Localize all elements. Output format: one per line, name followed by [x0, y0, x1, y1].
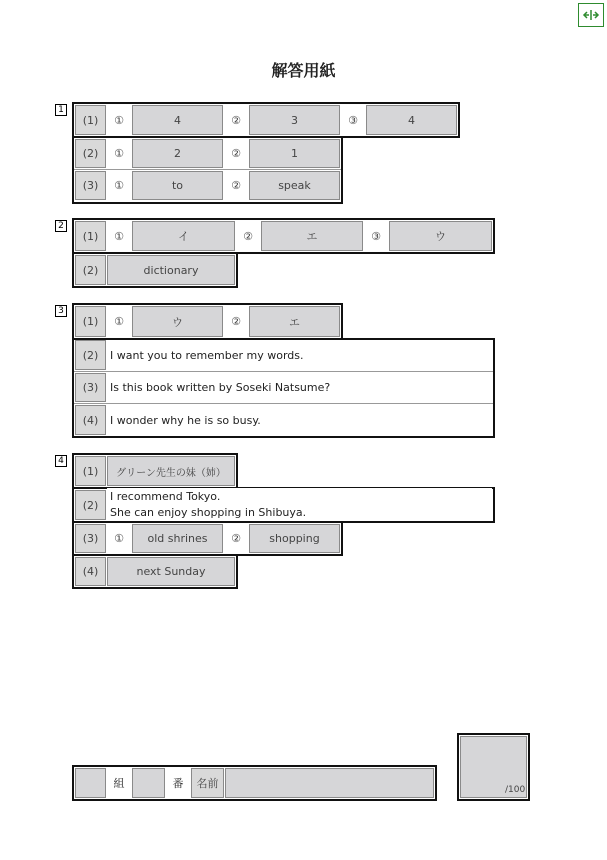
- q3-4-label: (4): [75, 405, 106, 435]
- kumi-label: 組: [107, 768, 131, 798]
- q2-2-answer[interactable]: dictionary: [107, 255, 235, 285]
- q3-1-label: (1): [75, 306, 106, 337]
- q1-3-mark2: ②: [224, 171, 248, 200]
- q4-2-answer[interactable]: [107, 488, 492, 521]
- q4-2-label: (2): [75, 490, 106, 520]
- q3-3-answer[interactable]: Is this book written by Soseki Natsume?: [107, 373, 492, 402]
- q4-1-label: (1): [75, 456, 106, 486]
- q4-3-answer2[interactable]: shopping: [249, 524, 340, 553]
- q2-1-answer2[interactable]: エ: [261, 221, 363, 251]
- q4-3-mark2: ②: [224, 524, 248, 553]
- q4-3-mark1: ①: [107, 524, 131, 553]
- page-title: 解答用紙: [271, 61, 336, 80]
- q3-2-label: (2): [75, 340, 106, 370]
- q2-1-answer3[interactable]: ウ: [389, 221, 492, 251]
- q1-1-label: (1): [75, 105, 106, 135]
- q4-2-answer-line2: She can enjoy shopping in Shibuya.: [110, 506, 307, 519]
- q3-1-mark1: ①: [107, 306, 131, 337]
- q2-2-label: (2): [75, 255, 106, 285]
- q2-1-mark2: ②: [236, 221, 260, 251]
- question-number-4: 4: [55, 455, 67, 467]
- class-number-box[interactable]: [75, 768, 106, 798]
- expand-width-button[interactable]: [578, 3, 604, 27]
- q2-1-mark1: ①: [107, 221, 131, 251]
- q2-1-answer1[interactable]: イ: [132, 221, 235, 251]
- q1-1-answer1[interactable]: 4: [132, 105, 223, 135]
- q3-2-answer[interactable]: I want you to remember my words.: [107, 340, 492, 370]
- expand-arrows-icon: [582, 9, 600, 21]
- q1-3-label: (3): [75, 171, 106, 200]
- q4-4-answer[interactable]: next Sunday: [107, 557, 235, 586]
- q3-3-label: (3): [75, 373, 106, 402]
- q1-3-answer2[interactable]: speak: [249, 171, 340, 200]
- student-number-box[interactable]: [132, 768, 165, 798]
- q4-3-label: (3): [75, 524, 106, 553]
- q4-4-label: (4): [75, 557, 106, 586]
- ban-label: 番: [166, 768, 190, 798]
- q4-1-answer[interactable]: グリーン先生の妹（姉）: [107, 456, 235, 486]
- q1-1-mark2: ②: [224, 105, 248, 135]
- name-input[interactable]: [225, 768, 434, 798]
- q1-2-mark2: ②: [224, 139, 248, 168]
- q1-1-mark3: ③: [341, 105, 365, 135]
- q1-2-answer2[interactable]: 1: [249, 139, 340, 168]
- q3-1-answer1[interactable]: ウ: [132, 306, 223, 337]
- q1-3-mark1: ①: [107, 171, 131, 200]
- q1-3-answer1[interactable]: to: [132, 171, 223, 200]
- q3-1-mark2: ②: [224, 306, 248, 337]
- q3-4-answer[interactable]: I wonder why he is so busy.: [107, 405, 492, 435]
- q3-1-answer2[interactable]: エ: [249, 306, 340, 337]
- q2-1-label: (1): [75, 221, 106, 251]
- q2-1-mark3: ③: [364, 221, 388, 251]
- q4-2-answer-line1: I recommend Tokyo.: [110, 490, 221, 503]
- name-label: 名前: [191, 768, 224, 798]
- question-number-2: 2: [55, 220, 67, 232]
- q1-1-answer3[interactable]: 4: [366, 105, 457, 135]
- score-suffix: /100: [505, 785, 526, 795]
- q1-1-mark1: ①: [107, 105, 131, 135]
- q1-2-answer1[interactable]: 2: [132, 139, 223, 168]
- q1-1-answer2[interactable]: 3: [249, 105, 340, 135]
- q1-2-label: (2): [75, 139, 106, 168]
- question-number-1: 1: [55, 104, 67, 116]
- q4-3-answer1[interactable]: old shrines: [132, 524, 223, 553]
- question-number-3: 3: [55, 305, 67, 317]
- q1-2-mark1: ①: [107, 139, 131, 168]
